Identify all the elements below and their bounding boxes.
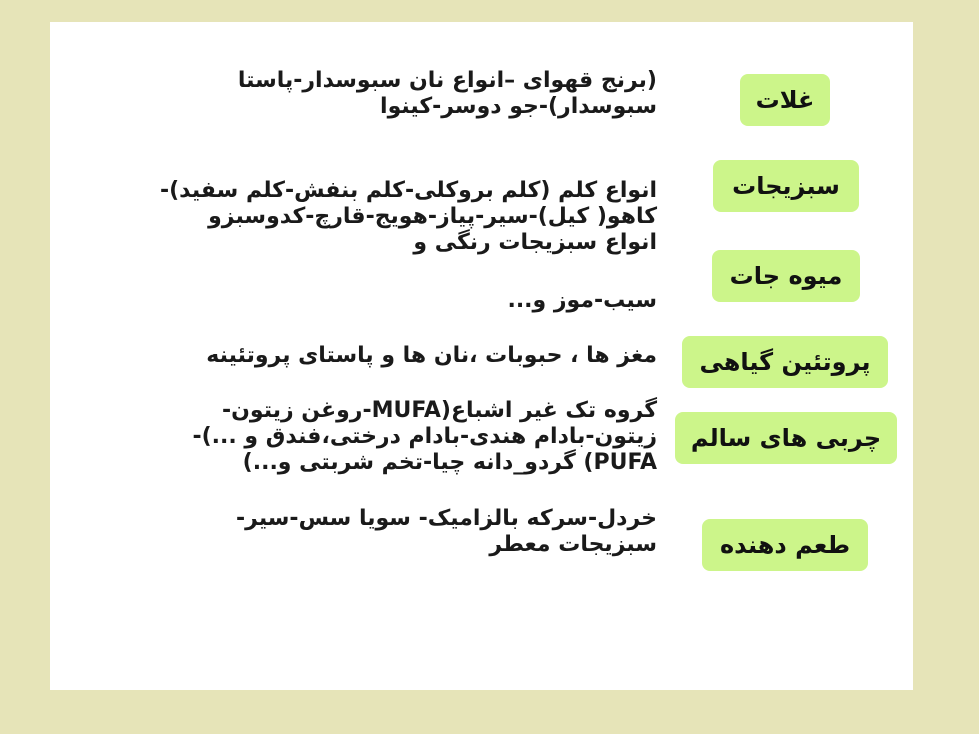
category-tag-plant-protein: پروتئین گیاهی [682,336,888,388]
description-line: کاهو( کیل)-سیر-پیاز-هویج-قارچ-کدوسبزو [208,204,657,229]
description-line: انواع کلم (کلم بروکلی-کلم بنفش-کلم سفید)- [159,178,657,203]
description-line: سبوسدار)-جو دوسر-کینوا [380,94,657,119]
description-line: انواع سبزیجات رنگی و [413,230,657,255]
description-line: گروه تک غیر اشباع(MUFA-روغن زیتون- [222,398,657,423]
category-tag-fruits: میوه جات [712,250,860,302]
category-tag-grains: غلات [740,74,830,126]
description-line: سبزیجات معطر [489,532,657,557]
description-line: PUFA) گردو_دانه چیا-تخم شربتی و...) [242,450,657,475]
slide [50,22,913,690]
description-fruits [57,288,657,314]
description-line: سیب-موز و... [507,288,657,313]
description-line: مغز ها ، حبوبات ،نان ها و پاستای پروتئینه [206,343,657,368]
description-grains [57,68,657,120]
description-flavorings [57,506,657,558]
category-tag-healthy-fats: چربی های سالم [675,412,897,464]
category-tag-vegetables: سبزیجات [713,160,859,212]
description-line: خردل-سرکه بالزامیک- سویا سس-سیر- [236,506,657,531]
description-healthy-fats [57,398,657,476]
description-line: (برنج قهوای –انواع نان سبوسدار-پاستا [237,68,657,93]
category-tag-flavorings: طعم دهنده [702,519,868,571]
description-vegetables [57,178,657,256]
description-line: زیتون-بادام هندی-بادام درختی،فندق و ...)- [192,424,657,449]
description-plant-protein [57,343,657,369]
